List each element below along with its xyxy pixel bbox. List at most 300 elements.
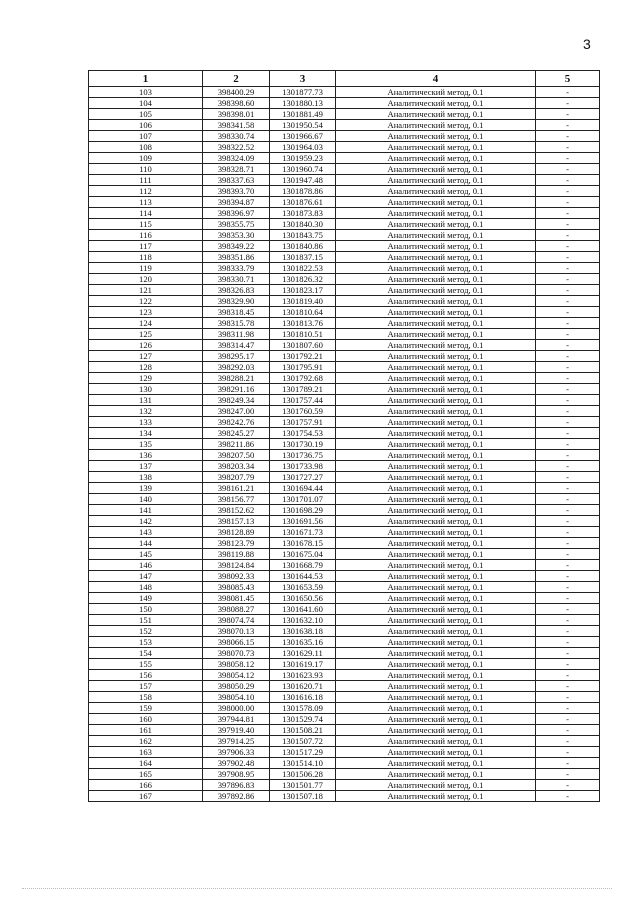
method-cell: Аналитический метод, 0.1	[336, 362, 536, 373]
column-header-4: 4	[336, 71, 536, 87]
x-coordinate-cell: 398288.21	[203, 373, 270, 384]
x-coordinate-cell: 397902.48	[203, 758, 270, 769]
x-coordinate-cell: 398249.34	[203, 395, 270, 406]
value-cell: -	[536, 703, 600, 714]
value-cell: -	[536, 175, 600, 186]
point-number-cell: 127	[89, 351, 203, 362]
method-cell: Аналитический метод, 0.1	[336, 241, 536, 252]
value-cell: -	[536, 648, 600, 659]
table-row	[89, 219, 600, 230]
value-cell: -	[536, 780, 600, 791]
method-cell: Аналитический метод, 0.1	[336, 681, 536, 692]
x-coordinate-cell: 398314.47	[203, 340, 270, 351]
y-coordinate-cell: 1301632.10	[270, 615, 336, 626]
point-number-cell: 165	[89, 769, 203, 780]
y-coordinate-cell: 1301819.40	[270, 296, 336, 307]
value-cell: -	[536, 692, 600, 703]
footer-divider	[22, 888, 612, 889]
value-cell: -	[536, 439, 600, 450]
x-coordinate-cell: 398074.74	[203, 615, 270, 626]
method-cell: Аналитический метод, 0.1	[336, 296, 536, 307]
value-cell: -	[536, 109, 600, 120]
table-row	[89, 406, 600, 417]
method-cell: Аналитический метод, 0.1	[336, 505, 536, 516]
table-row	[89, 747, 600, 758]
y-coordinate-cell: 1301959.23	[270, 153, 336, 164]
value-cell: -	[536, 659, 600, 670]
y-coordinate-cell: 1301675.04	[270, 549, 336, 560]
point-number-cell: 124	[89, 318, 203, 329]
table-row	[89, 373, 600, 384]
value-cell: -	[536, 142, 600, 153]
value-cell: -	[536, 307, 600, 318]
method-cell: Аналитический метод, 0.1	[336, 219, 536, 230]
x-coordinate-cell: 398328.71	[203, 164, 270, 175]
table-row	[89, 230, 600, 241]
method-cell: Аналитический метод, 0.1	[336, 142, 536, 153]
method-cell: Аналитический метод, 0.1	[336, 263, 536, 274]
point-number-cell: 109	[89, 153, 203, 164]
table-row	[89, 450, 600, 461]
method-cell: Аналитический метод, 0.1	[336, 714, 536, 725]
method-cell: Аналитический метод, 0.1	[336, 450, 536, 461]
point-number-cell: 152	[89, 626, 203, 637]
point-number-cell: 135	[89, 439, 203, 450]
table-row	[89, 153, 600, 164]
point-number-cell: 108	[89, 142, 203, 153]
y-coordinate-cell: 1301822.53	[270, 263, 336, 274]
method-cell: Аналитический метод, 0.1	[336, 373, 536, 384]
y-coordinate-cell: 1301701.07	[270, 494, 336, 505]
table-row	[89, 109, 600, 120]
y-coordinate-cell: 1301678.15	[270, 538, 336, 549]
point-number-cell: 107	[89, 131, 203, 142]
y-coordinate-cell: 1301877.73	[270, 87, 336, 98]
x-coordinate-cell: 398054.12	[203, 670, 270, 681]
table-row	[89, 131, 600, 142]
point-number-cell: 157	[89, 681, 203, 692]
method-cell: Аналитический метод, 0.1	[336, 769, 536, 780]
point-number-cell: 146	[89, 560, 203, 571]
x-coordinate-cell: 398123.79	[203, 538, 270, 549]
table-row	[89, 362, 600, 373]
method-cell: Аналитический метод, 0.1	[336, 593, 536, 604]
x-coordinate-cell: 398070.13	[203, 626, 270, 637]
y-coordinate-cell: 1301878.86	[270, 186, 336, 197]
point-number-cell: 114	[89, 208, 203, 219]
value-cell: -	[536, 384, 600, 395]
y-coordinate-cell: 1301843.75	[270, 230, 336, 241]
y-coordinate-cell: 1301757.91	[270, 417, 336, 428]
method-cell: Аналитический метод, 0.1	[336, 648, 536, 659]
value-cell: -	[536, 186, 600, 197]
method-cell: Аналитический метод, 0.1	[336, 87, 536, 98]
value-cell: -	[536, 98, 600, 109]
x-coordinate-cell: 398203.34	[203, 461, 270, 472]
value-cell: -	[536, 351, 600, 362]
x-coordinate-cell: 398070.73	[203, 648, 270, 659]
table-row	[89, 120, 600, 131]
x-coordinate-cell: 398329.90	[203, 296, 270, 307]
method-cell: Аналитический метод, 0.1	[336, 109, 536, 120]
method-cell: Аналитический метод, 0.1	[336, 692, 536, 703]
table-row	[89, 296, 600, 307]
x-coordinate-cell: 398092.33	[203, 571, 270, 582]
point-number-cell: 140	[89, 494, 203, 505]
x-coordinate-cell: 398326.83	[203, 285, 270, 296]
point-number-cell: 144	[89, 538, 203, 549]
point-number-cell: 153	[89, 637, 203, 648]
table-row	[89, 318, 600, 329]
method-cell: Аналитический метод, 0.1	[336, 395, 536, 406]
value-cell: -	[536, 725, 600, 736]
point-number-cell: 129	[89, 373, 203, 384]
x-coordinate-cell: 398161.21	[203, 483, 270, 494]
y-coordinate-cell: 1301638.18	[270, 626, 336, 637]
x-coordinate-cell: 397892.86	[203, 791, 270, 802]
value-cell: -	[536, 747, 600, 758]
value-cell: -	[536, 417, 600, 428]
point-number-cell: 164	[89, 758, 203, 769]
y-coordinate-cell: 1301506.28	[270, 769, 336, 780]
y-coordinate-cell: 1301578.09	[270, 703, 336, 714]
method-cell: Аналитический метод, 0.1	[336, 604, 536, 615]
table-row	[89, 142, 600, 153]
y-coordinate-cell: 1301807.60	[270, 340, 336, 351]
method-cell: Аналитический метод, 0.1	[336, 637, 536, 648]
y-coordinate-cell: 1301754.53	[270, 428, 336, 439]
table-row	[89, 637, 600, 648]
method-cell: Аналитический метод, 0.1	[336, 186, 536, 197]
table-row	[89, 648, 600, 659]
table-row	[89, 461, 600, 472]
method-cell: Аналитический метод, 0.1	[336, 615, 536, 626]
value-cell: -	[536, 153, 600, 164]
point-number-cell: 123	[89, 307, 203, 318]
table-body	[89, 87, 600, 802]
method-cell: Аналитический метод, 0.1	[336, 516, 536, 527]
value-cell: -	[536, 549, 600, 560]
value-cell: -	[536, 670, 600, 681]
method-cell: Аналитический метод, 0.1	[336, 417, 536, 428]
table-row	[89, 417, 600, 428]
point-number-cell: 142	[89, 516, 203, 527]
column-header-5: 5	[536, 71, 600, 87]
value-cell: -	[536, 604, 600, 615]
x-coordinate-cell: 398054.10	[203, 692, 270, 703]
table-row	[89, 164, 600, 175]
method-cell: Аналитический метод, 0.1	[336, 791, 536, 802]
table-row	[89, 703, 600, 714]
table-row	[89, 538, 600, 549]
x-coordinate-cell: 398318.45	[203, 307, 270, 318]
x-coordinate-cell: 398242.76	[203, 417, 270, 428]
method-cell: Аналитический метод, 0.1	[336, 340, 536, 351]
x-coordinate-cell: 397906.33	[203, 747, 270, 758]
value-cell: -	[536, 571, 600, 582]
value-cell: -	[536, 428, 600, 439]
y-coordinate-cell: 1301668.79	[270, 560, 336, 571]
point-number-cell: 116	[89, 230, 203, 241]
table-row	[89, 758, 600, 769]
point-number-cell: 104	[89, 98, 203, 109]
method-cell: Аналитический метод, 0.1	[336, 582, 536, 593]
table-row	[89, 208, 600, 219]
value-cell: -	[536, 241, 600, 252]
point-number-cell: 159	[89, 703, 203, 714]
y-coordinate-cell: 1301529.74	[270, 714, 336, 725]
method-cell: Аналитический метод, 0.1	[336, 318, 536, 329]
point-number-cell: 163	[89, 747, 203, 758]
method-cell: Аналитический метод, 0.1	[336, 758, 536, 769]
point-number-cell: 137	[89, 461, 203, 472]
point-number-cell: 122	[89, 296, 203, 307]
y-coordinate-cell: 1301795.91	[270, 362, 336, 373]
y-coordinate-cell: 1301644.53	[270, 571, 336, 582]
x-coordinate-cell: 398119.88	[203, 549, 270, 560]
x-coordinate-cell: 398400.29	[203, 87, 270, 98]
value-cell: -	[536, 373, 600, 384]
method-cell: Аналитический метод, 0.1	[336, 252, 536, 263]
method-cell: Аналитический метод, 0.1	[336, 670, 536, 681]
x-coordinate-cell: 398207.50	[203, 450, 270, 461]
method-cell: Аналитический метод, 0.1	[336, 153, 536, 164]
method-cell: Аналитический метод, 0.1	[336, 560, 536, 571]
value-cell: -	[536, 637, 600, 648]
method-cell: Аналитический метод, 0.1	[336, 98, 536, 109]
x-coordinate-cell: 397908.95	[203, 769, 270, 780]
table-row	[89, 252, 600, 263]
table-row	[89, 340, 600, 351]
point-number-cell: 143	[89, 527, 203, 538]
y-coordinate-cell: 1301792.68	[270, 373, 336, 384]
y-coordinate-cell: 1301517.29	[270, 747, 336, 758]
x-coordinate-cell: 398211.86	[203, 439, 270, 450]
value-cell: -	[536, 769, 600, 780]
method-cell: Аналитический метод, 0.1	[336, 549, 536, 560]
x-coordinate-cell: 398337.63	[203, 175, 270, 186]
value-cell: -	[536, 285, 600, 296]
table-row	[89, 681, 600, 692]
y-coordinate-cell: 1301616.18	[270, 692, 336, 703]
value-cell: -	[536, 274, 600, 285]
x-coordinate-cell: 398124.84	[203, 560, 270, 571]
y-coordinate-cell: 1301507.18	[270, 791, 336, 802]
value-cell: -	[536, 681, 600, 692]
value-cell: -	[536, 494, 600, 505]
method-cell: Аналитический метод, 0.1	[336, 197, 536, 208]
point-number-cell: 145	[89, 549, 203, 560]
value-cell: -	[536, 230, 600, 241]
point-number-cell: 161	[89, 725, 203, 736]
point-number-cell: 125	[89, 329, 203, 340]
point-number-cell: 132	[89, 406, 203, 417]
y-coordinate-cell: 1301880.13	[270, 98, 336, 109]
point-number-cell: 155	[89, 659, 203, 670]
value-cell: -	[536, 626, 600, 637]
y-coordinate-cell: 1301873.83	[270, 208, 336, 219]
point-number-cell: 133	[89, 417, 203, 428]
x-coordinate-cell: 398152.62	[203, 505, 270, 516]
method-cell: Аналитический метод, 0.1	[336, 725, 536, 736]
value-cell: -	[536, 516, 600, 527]
value-cell: -	[536, 406, 600, 417]
value-cell: -	[536, 296, 600, 307]
point-number-cell: 150	[89, 604, 203, 615]
method-cell: Аналитический метод, 0.1	[336, 659, 536, 670]
table-row	[89, 670, 600, 681]
value-cell: -	[536, 461, 600, 472]
value-cell: -	[536, 791, 600, 802]
y-coordinate-cell: 1301694.44	[270, 483, 336, 494]
x-coordinate-cell: 398349.22	[203, 241, 270, 252]
value-cell: -	[536, 252, 600, 263]
x-coordinate-cell: 398085.43	[203, 582, 270, 593]
value-cell: -	[536, 736, 600, 747]
x-coordinate-cell: 398295.17	[203, 351, 270, 362]
x-coordinate-cell: 398128.89	[203, 527, 270, 538]
y-coordinate-cell: 1301789.21	[270, 384, 336, 395]
x-coordinate-cell: 398353.30	[203, 230, 270, 241]
table-row	[89, 527, 600, 538]
y-coordinate-cell: 1301501.77	[270, 780, 336, 791]
x-coordinate-cell: 398396.97	[203, 208, 270, 219]
x-coordinate-cell: 398330.74	[203, 131, 270, 142]
x-coordinate-cell: 398247.00	[203, 406, 270, 417]
method-cell: Аналитический метод, 0.1	[336, 175, 536, 186]
point-number-cell: 130	[89, 384, 203, 395]
method-cell: Аналитический метод, 0.1	[336, 131, 536, 142]
table-row	[89, 736, 600, 747]
method-cell: Аналитический метод, 0.1	[336, 329, 536, 340]
point-number-cell: 134	[89, 428, 203, 439]
point-number-cell: 148	[89, 582, 203, 593]
point-number-cell: 160	[89, 714, 203, 725]
y-coordinate-cell: 1301507.72	[270, 736, 336, 747]
x-coordinate-cell: 397919.40	[203, 725, 270, 736]
value-cell: -	[536, 472, 600, 483]
table-row	[89, 604, 600, 615]
table-row	[89, 351, 600, 362]
y-coordinate-cell: 1301792.21	[270, 351, 336, 362]
point-number-cell: 103	[89, 87, 203, 98]
x-coordinate-cell: 398330.71	[203, 274, 270, 285]
table-row	[89, 791, 600, 802]
value-cell: -	[536, 560, 600, 571]
y-coordinate-cell: 1301619.17	[270, 659, 336, 670]
method-cell: Аналитический метод, 0.1	[336, 483, 536, 494]
table-row	[89, 384, 600, 395]
method-cell: Аналитический метод, 0.1	[336, 274, 536, 285]
method-cell: Аналитический метод, 0.1	[336, 538, 536, 549]
y-coordinate-cell: 1301840.86	[270, 241, 336, 252]
y-coordinate-cell: 1301623.93	[270, 670, 336, 681]
value-cell: -	[536, 450, 600, 461]
point-number-cell: 105	[89, 109, 203, 120]
table-row	[89, 274, 600, 285]
y-coordinate-cell: 1301837.15	[270, 252, 336, 263]
y-coordinate-cell: 1301727.27	[270, 472, 336, 483]
y-coordinate-cell: 1301964.03	[270, 142, 336, 153]
table-row	[89, 263, 600, 274]
point-number-cell: 162	[89, 736, 203, 747]
table-row	[89, 714, 600, 725]
y-coordinate-cell: 1301620.71	[270, 681, 336, 692]
x-coordinate-cell: 398245.27	[203, 428, 270, 439]
x-coordinate-cell: 398088.27	[203, 604, 270, 615]
table-row	[89, 615, 600, 626]
x-coordinate-cell: 398398.60	[203, 98, 270, 109]
table-row	[89, 87, 600, 98]
x-coordinate-cell: 398000.00	[203, 703, 270, 714]
value-cell: -	[536, 340, 600, 351]
table-row	[89, 725, 600, 736]
x-coordinate-cell: 398311.98	[203, 329, 270, 340]
table-row	[89, 582, 600, 593]
x-coordinate-cell: 398157.13	[203, 516, 270, 527]
y-coordinate-cell: 1301760.59	[270, 406, 336, 417]
table-row	[89, 472, 600, 483]
table-row	[89, 307, 600, 318]
y-coordinate-cell: 1301810.64	[270, 307, 336, 318]
y-coordinate-cell: 1301629.11	[270, 648, 336, 659]
value-cell: -	[536, 318, 600, 329]
table-row	[89, 241, 600, 252]
value-cell: -	[536, 505, 600, 516]
table-row	[89, 494, 600, 505]
table-header-row	[89, 71, 600, 87]
column-header-1: 1	[89, 71, 203, 87]
table-row	[89, 626, 600, 637]
point-number-cell: 110	[89, 164, 203, 175]
x-coordinate-cell: 398333.79	[203, 263, 270, 274]
point-number-cell: 120	[89, 274, 203, 285]
point-number-cell: 106	[89, 120, 203, 131]
table-row	[89, 659, 600, 670]
table-row	[89, 516, 600, 527]
point-number-cell: 118	[89, 252, 203, 263]
table-row	[89, 549, 600, 560]
value-cell: -	[536, 395, 600, 406]
value-cell: -	[536, 131, 600, 142]
x-coordinate-cell: 398207.79	[203, 472, 270, 483]
point-number-cell: 139	[89, 483, 203, 494]
y-coordinate-cell: 1301757.44	[270, 395, 336, 406]
point-number-cell: 119	[89, 263, 203, 274]
point-number-cell: 117	[89, 241, 203, 252]
x-coordinate-cell: 398058.12	[203, 659, 270, 670]
page-number: 3	[583, 36, 591, 52]
point-number-cell: 136	[89, 450, 203, 461]
x-coordinate-cell: 398393.70	[203, 186, 270, 197]
point-number-cell: 147	[89, 571, 203, 582]
value-cell: -	[536, 593, 600, 604]
table-row	[89, 329, 600, 340]
y-coordinate-cell: 1301733.98	[270, 461, 336, 472]
point-number-cell: 167	[89, 791, 203, 802]
point-number-cell: 151	[89, 615, 203, 626]
y-coordinate-cell: 1301514.10	[270, 758, 336, 769]
method-cell: Аналитический метод, 0.1	[336, 384, 536, 395]
table-row	[89, 769, 600, 780]
method-cell: Аналитический метод, 0.1	[336, 472, 536, 483]
method-cell: Аналитический метод, 0.1	[336, 780, 536, 791]
value-cell: -	[536, 527, 600, 538]
method-cell: Аналитический метод, 0.1	[336, 230, 536, 241]
value-cell: -	[536, 197, 600, 208]
value-cell: -	[536, 208, 600, 219]
point-number-cell: 158	[89, 692, 203, 703]
